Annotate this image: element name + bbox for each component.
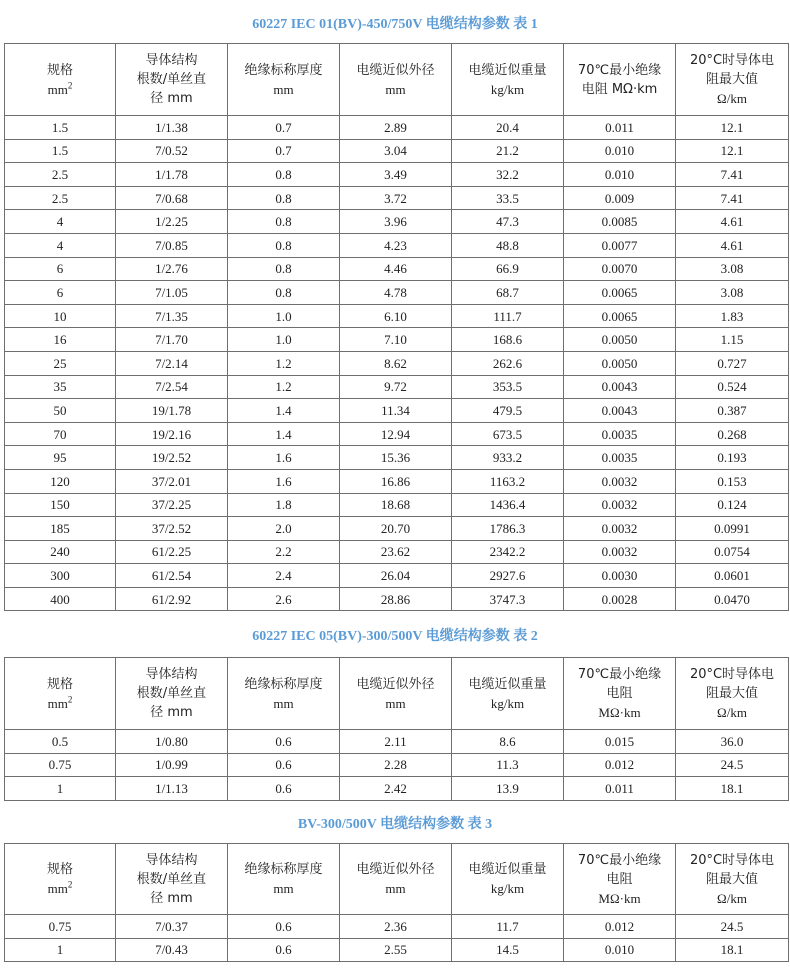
header-text: 电阻 MΩ·km (581, 81, 658, 97)
cell-weight: 673.5 (452, 422, 564, 446)
cell-insulation-resistance: 0.0032 (564, 469, 676, 493)
header-outer-diameter (340, 844, 452, 915)
cell-conductor-resistance: 18.1 (676, 938, 789, 962)
cell-outer-diameter: 18.68 (340, 493, 452, 517)
table-row (5, 564, 789, 588)
cell-conductor-resistance: 24.5 (676, 915, 789, 939)
cell-insulation-resistance: 0.0043 (564, 375, 676, 399)
cell-outer-diameter: 20.70 (340, 517, 452, 541)
header-text: Ω/km (717, 705, 747, 720)
cell-weight: 111.7 (452, 304, 564, 328)
cell-spec: 6 (5, 281, 116, 305)
table-row (5, 493, 789, 517)
header-text: 导体结构 (145, 667, 198, 682)
header-conductor-resistance (676, 44, 789, 116)
cell-insulation-thickness: 2.4 (228, 564, 340, 588)
cell-weight: 262.6 (452, 351, 564, 375)
cell-weight: 33.5 (452, 186, 564, 210)
header-weight (452, 844, 564, 915)
header-text: 70℃最小绝缘 (577, 852, 662, 868)
cell-conductor-resistance: 0.0601 (676, 564, 789, 588)
table-row (5, 469, 789, 493)
cell-insulation-thickness: 0.8 (228, 186, 340, 210)
cell-conductor-structure: 7/0.52 (116, 139, 228, 163)
header-text: 20°C时导体电 (689, 852, 775, 868)
header-weight (452, 658, 564, 730)
cell-conductor-resistance: 12.1 (676, 139, 789, 163)
cell-conductor-resistance: 0.524 (676, 375, 789, 399)
cell-insulation-thickness: 0.8 (228, 163, 340, 187)
header-text: mm (385, 81, 406, 97)
cell-insulation-resistance: 0.012 (564, 753, 676, 777)
cell-spec: 1.5 (5, 139, 116, 163)
cell-conductor-structure: 7/1.05 (116, 281, 228, 305)
header-text: mm (385, 881, 406, 896)
cell-outer-diameter: 3.96 (340, 210, 452, 234)
header-outer-diameter (340, 44, 452, 116)
cell-conductor-structure: 19/2.16 (116, 422, 228, 446)
cell-outer-diameter: 4.23 (340, 233, 452, 257)
cell-spec: 70 (5, 422, 116, 446)
cell-insulation-thickness: 0.8 (228, 210, 340, 234)
cell-insulation-thickness: 1.0 (228, 328, 340, 352)
cell-insulation-thickness: 2.0 (228, 517, 340, 541)
cell-insulation-resistance: 0.0050 (564, 328, 676, 352)
cell-outer-diameter: 2.42 (340, 777, 452, 801)
header-text: kg/km (490, 695, 525, 711)
cell-conductor-structure: 1/0.99 (116, 753, 228, 777)
header-text: 电缆近似外径 (356, 676, 435, 692)
cell-weight: 1163.2 (452, 469, 564, 493)
cell-weight: 11.3 (452, 753, 564, 777)
cell-weight: 168.6 (452, 328, 564, 352)
header-text: 电阻 (606, 871, 633, 887)
superscript: 2 (67, 879, 73, 890)
header-text: mm (273, 81, 294, 97)
cell-spec: 50 (5, 399, 116, 423)
header-text: mm (273, 695, 294, 711)
cell-insulation-thickness: 0.8 (228, 257, 340, 281)
cell-insulation-resistance: 0.010 (564, 163, 676, 187)
cell-insulation-thickness: 0.8 (228, 233, 340, 257)
cell-conductor-resistance: 4.61 (676, 210, 789, 234)
cell-conductor-resistance: 1.15 (676, 328, 789, 352)
table-row (5, 281, 789, 305)
cell-conductor-structure: 37/2.52 (116, 517, 228, 541)
table-row (5, 517, 789, 541)
table-row (5, 257, 789, 281)
cell-spec: 150 (5, 493, 116, 517)
cell-conductor-resistance: 3.08 (676, 257, 789, 281)
cell-conductor-resistance: 0.0470 (676, 587, 789, 611)
header-text: 绝缘标称厚度 (244, 862, 323, 877)
cell-insulation-resistance: 0.0043 (564, 399, 676, 423)
cell-insulation-resistance: 0.0065 (564, 304, 676, 328)
cell-conductor-structure: 7/0.43 (116, 938, 228, 962)
header-insulation-thickness (228, 844, 340, 915)
cell-insulation-thickness: 1.4 (228, 422, 340, 446)
cell-conductor-resistance: 1.83 (676, 304, 789, 328)
header-text: mm (47, 695, 68, 711)
cell-spec: 2.5 (5, 163, 116, 187)
header-text: Ω/km (717, 890, 747, 906)
table-row (5, 186, 789, 210)
table-row (5, 351, 789, 375)
table-row (5, 375, 789, 399)
header-text: 径 mm (150, 890, 193, 906)
cell-weight: 66.9 (452, 257, 564, 281)
cell-insulation-resistance: 0.010 (564, 139, 676, 163)
cell-conductor-structure: 7/2.54 (116, 375, 228, 399)
cell-weight: 933.2 (452, 446, 564, 470)
cell-outer-diameter: 8.62 (340, 351, 452, 375)
cell-outer-diameter: 2.11 (340, 730, 452, 754)
cell-conductor-structure: 7/0.68 (116, 186, 228, 210)
cell-weight: 20.4 (452, 116, 564, 140)
cell-spec: 2.5 (5, 186, 116, 210)
cell-spec: 0.5 (5, 730, 116, 754)
table-row (5, 777, 789, 801)
cell-conductor-resistance: 36.0 (676, 730, 789, 754)
header-text: mm (47, 881, 68, 896)
header-conductor-structure (116, 658, 228, 730)
header-conductor-resistance (676, 844, 789, 915)
header-text: 20°C时导体电 (689, 53, 775, 68)
cell-spec: 1.5 (5, 116, 116, 140)
header-insulation-resistance (564, 658, 676, 730)
table-3-caption: BV-300/500V 电缆结构参数 表 3 (297, 817, 493, 832)
header-text: kg/km (490, 81, 525, 97)
cell-insulation-thickness: 0.6 (228, 938, 340, 962)
cell-conductor-resistance: 0.0754 (676, 540, 789, 564)
header-text: 绝缘标称厚度 (244, 62, 323, 78)
cell-weight: 21.2 (452, 139, 564, 163)
cell-outer-diameter: 2.36 (340, 915, 452, 939)
cell-insulation-thickness: 1.6 (228, 469, 340, 493)
cell-spec: 4 (5, 210, 116, 234)
header-insulation-thickness (228, 658, 340, 730)
header-text: 导体结构 (145, 852, 198, 868)
cell-weight: 47.3 (452, 210, 564, 234)
cell-insulation-thickness: 2.6 (228, 587, 340, 611)
cell-spec: 120 (5, 469, 116, 493)
cell-insulation-resistance: 0.009 (564, 186, 676, 210)
table-row (5, 915, 789, 939)
cell-spec: 0.75 (5, 753, 116, 777)
header-conductor-structure (116, 44, 228, 116)
header-conductor-structure (116, 844, 228, 915)
cell-spec: 300 (5, 564, 116, 588)
cell-weight: 68.7 (452, 281, 564, 305)
cell-conductor-resistance: 24.5 (676, 753, 789, 777)
header-text: 70℃最小绝缘 (577, 667, 662, 682)
header-text: MΩ·km (598, 890, 641, 906)
header-text: 根数/单丝直 (136, 686, 207, 701)
header-text: Ω/km (717, 91, 747, 106)
table-1-caption: 60227 IEC 01(BV)-450/750V 电缆结构参数 表 1 (252, 17, 538, 32)
cell-outer-diameter: 7.10 (340, 328, 452, 352)
cell-conductor-structure: 7/1.70 (116, 328, 228, 352)
cell-insulation-thickness: 0.7 (228, 116, 340, 140)
cell-outer-diameter: 4.78 (340, 281, 452, 305)
table-row (5, 399, 789, 423)
table-row (5, 163, 789, 187)
cell-conductor-structure: 19/2.52 (116, 446, 228, 470)
cell-outer-diameter: 11.34 (340, 399, 452, 423)
cell-spec: 0.75 (5, 915, 116, 939)
cell-conductor-resistance: 0.387 (676, 399, 789, 423)
cell-conductor-structure: 1/2.76 (116, 257, 228, 281)
header-insulation-resistance (564, 44, 676, 116)
header-unit (5, 80, 115, 99)
cell-outer-diameter: 2.89 (340, 116, 452, 140)
header-unit (5, 694, 115, 713)
table-row (5, 540, 789, 564)
header-text: 规格 (46, 62, 73, 78)
cell-conductor-resistance: 7.41 (676, 163, 789, 187)
header-insulation-thickness (228, 44, 340, 116)
cell-outer-diameter: 15.36 (340, 446, 452, 470)
cell-outer-diameter: 3.04 (340, 139, 452, 163)
cell-insulation-thickness: 1.6 (228, 446, 340, 470)
header-text: 70℃最小绝缘 (577, 62, 662, 78)
cell-insulation-resistance: 0.010 (564, 938, 676, 962)
cell-spec: 16 (5, 328, 116, 352)
cell-insulation-thickness: 0.6 (228, 730, 340, 754)
header-text: 阻最大值 (705, 686, 758, 701)
cell-insulation-resistance: 0.012 (564, 915, 676, 939)
header-insulation-resistance (564, 844, 676, 915)
cell-insulation-thickness: 1.4 (228, 399, 340, 423)
cell-outer-diameter: 2.55 (340, 938, 452, 962)
cell-spec: 4 (5, 233, 116, 257)
cell-insulation-thickness: 1.2 (228, 351, 340, 375)
cell-spec: 240 (5, 540, 116, 564)
header-text: mm (47, 81, 68, 97)
table-row (5, 422, 789, 446)
cell-insulation-resistance: 0.015 (564, 730, 676, 754)
header-row (5, 44, 789, 116)
header-text: 根数/单丝直 (136, 72, 207, 87)
cell-insulation-resistance: 0.0077 (564, 233, 676, 257)
cell-insulation-resistance: 0.0030 (564, 564, 676, 588)
cell-outer-diameter: 6.10 (340, 304, 452, 328)
cell-outer-diameter: 4.46 (340, 257, 452, 281)
cell-outer-diameter: 3.72 (340, 186, 452, 210)
cell-conductor-resistance: 0.268 (676, 422, 789, 446)
cell-weight: 2927.6 (452, 564, 564, 588)
cell-insulation-resistance: 0.011 (564, 777, 676, 801)
cell-insulation-resistance: 0.0035 (564, 446, 676, 470)
cell-outer-diameter: 26.04 (340, 564, 452, 588)
cell-conductor-structure: 1/1.38 (116, 116, 228, 140)
cell-insulation-thickness: 0.8 (228, 281, 340, 305)
header-text: kg/km (490, 881, 525, 896)
header-row (5, 844, 789, 915)
cell-weight: 48.8 (452, 233, 564, 257)
cell-spec: 1 (5, 938, 116, 962)
header-text: 电缆近似外径 (356, 862, 435, 877)
cell-spec: 10 (5, 304, 116, 328)
header-text: 规格 (46, 862, 73, 877)
header-text: 电阻 (606, 686, 633, 701)
cell-insulation-thickness: 0.6 (228, 777, 340, 801)
cell-insulation-thickness: 2.2 (228, 540, 340, 564)
header-text: 径 mm (150, 705, 193, 720)
header-text: 电缆近似重量 (468, 862, 547, 877)
header-conductor-resistance (676, 658, 789, 730)
spec-table-3 (4, 843, 789, 962)
header-spec (5, 844, 116, 915)
cell-spec: 35 (5, 375, 116, 399)
cell-insulation-resistance: 0.0032 (564, 517, 676, 541)
header-text: mm (273, 881, 294, 896)
cell-insulation-resistance: 0.0065 (564, 281, 676, 305)
cell-conductor-resistance: 0.153 (676, 469, 789, 493)
cell-conductor-resistance: 0.124 (676, 493, 789, 517)
cell-insulation-resistance: 0.0028 (564, 587, 676, 611)
spec-table-2 (4, 657, 789, 801)
cell-weight: 479.5 (452, 399, 564, 423)
cell-weight: 2342.2 (452, 540, 564, 564)
spec-table-1 (4, 43, 789, 611)
cell-conductor-resistance: 0.727 (676, 351, 789, 375)
cell-conductor-resistance: 3.08 (676, 281, 789, 305)
cell-weight: 14.5 (452, 938, 564, 962)
cell-insulation-thickness: 0.6 (228, 915, 340, 939)
cell-conductor-resistance: 12.1 (676, 116, 789, 140)
cell-weight: 1436.4 (452, 493, 564, 517)
cell-insulation-resistance: 0.0032 (564, 493, 676, 517)
cell-conductor-resistance: 0.193 (676, 446, 789, 470)
header-text: 电缆近似重量 (468, 62, 547, 78)
cell-conductor-structure: 7/0.85 (116, 233, 228, 257)
table-row (5, 753, 789, 777)
cell-conductor-structure: 7/0.37 (116, 915, 228, 939)
cell-insulation-resistance: 0.011 (564, 116, 676, 140)
table-row (5, 730, 789, 754)
table-row (5, 210, 789, 234)
cell-insulation-resistance: 0.0085 (564, 210, 676, 234)
cell-spec: 400 (5, 587, 116, 611)
cell-weight: 3747.3 (452, 587, 564, 611)
cell-outer-diameter: 2.28 (340, 753, 452, 777)
header-row (5, 658, 789, 730)
cell-conductor-structure: 19/1.78 (116, 399, 228, 423)
cell-spec: 95 (5, 446, 116, 470)
table-row (5, 328, 789, 352)
cell-conductor-structure: 7/2.14 (116, 351, 228, 375)
cell-weight: 1786.3 (452, 517, 564, 541)
header-text: 阻最大值 (705, 871, 758, 887)
cell-conductor-resistance: 0.0991 (676, 517, 789, 541)
header-text: 电缆近似外径 (356, 62, 435, 78)
cell-insulation-thickness: 0.7 (228, 139, 340, 163)
cell-insulation-resistance: 0.0032 (564, 540, 676, 564)
cell-conductor-structure: 1/0.80 (116, 730, 228, 754)
header-unit (5, 879, 115, 898)
table-row (5, 304, 789, 328)
table-row (5, 139, 789, 163)
header-text: 根数/单丝直 (136, 871, 207, 887)
cell-conductor-structure: 37/2.01 (116, 469, 228, 493)
cell-insulation-thickness: 1.2 (228, 375, 340, 399)
cell-weight: 353.5 (452, 375, 564, 399)
cell-conductor-structure: 7/1.35 (116, 304, 228, 328)
cell-outer-diameter: 28.86 (340, 587, 452, 611)
table-row (5, 116, 789, 140)
cell-conductor-resistance: 4.61 (676, 233, 789, 257)
cell-spec: 185 (5, 517, 116, 541)
cell-conductor-structure: 37/2.25 (116, 493, 228, 517)
superscript: 2 (67, 694, 73, 705)
cell-outer-diameter: 12.94 (340, 422, 452, 446)
cell-conductor-structure: 1/1.78 (116, 163, 228, 187)
cell-insulation-resistance: 0.0070 (564, 257, 676, 281)
header-text: 径 mm (150, 91, 193, 106)
cell-spec: 25 (5, 351, 116, 375)
cell-conductor-structure: 61/2.54 (116, 564, 228, 588)
header-text: 阻最大值 (705, 72, 758, 87)
cell-weight: 8.6 (452, 730, 564, 754)
header-outer-diameter (340, 658, 452, 730)
header-spec (5, 658, 116, 730)
cell-insulation-thickness: 1.8 (228, 493, 340, 517)
cell-insulation-thickness: 1.0 (228, 304, 340, 328)
cell-conductor-resistance: 7.41 (676, 186, 789, 210)
cell-insulation-thickness: 0.6 (228, 753, 340, 777)
cell-conductor-resistance: 18.1 (676, 777, 789, 801)
header-text: MΩ·km (598, 705, 641, 720)
cell-insulation-resistance: 0.0050 (564, 351, 676, 375)
table-row (5, 233, 789, 257)
cell-weight: 32.2 (452, 163, 564, 187)
cell-conductor-structure: 61/2.92 (116, 587, 228, 611)
header-text: mm (385, 695, 406, 711)
cell-conductor-structure: 1/2.25 (116, 210, 228, 234)
header-weight (452, 44, 564, 116)
cell-conductor-structure: 1/1.13 (116, 777, 228, 801)
cell-outer-diameter: 3.49 (340, 163, 452, 187)
cell-spec: 1 (5, 777, 116, 801)
cell-conductor-structure: 61/2.25 (116, 540, 228, 564)
cell-weight: 11.7 (452, 915, 564, 939)
header-text: 规格 (46, 676, 73, 692)
header-spec (5, 44, 116, 116)
cell-spec: 6 (5, 257, 116, 281)
table-row (5, 446, 789, 470)
superscript: 2 (67, 80, 73, 91)
cell-outer-diameter: 16.86 (340, 469, 452, 493)
table-row (5, 938, 789, 962)
header-text: 电缆近似重量 (468, 676, 547, 692)
cell-outer-diameter: 9.72 (340, 375, 452, 399)
table-row (5, 587, 789, 611)
header-text: 绝缘标称厚度 (244, 676, 323, 692)
cell-outer-diameter: 23.62 (340, 540, 452, 564)
table-2-caption: 60227 IEC 05(BV)-300/500V 电缆结构参数 表 2 (252, 629, 538, 644)
cell-weight: 13.9 (452, 777, 564, 801)
header-text: 导体结构 (145, 53, 198, 68)
header-text: 20°C时导体电 (689, 667, 775, 682)
cell-insulation-resistance: 0.0035 (564, 422, 676, 446)
